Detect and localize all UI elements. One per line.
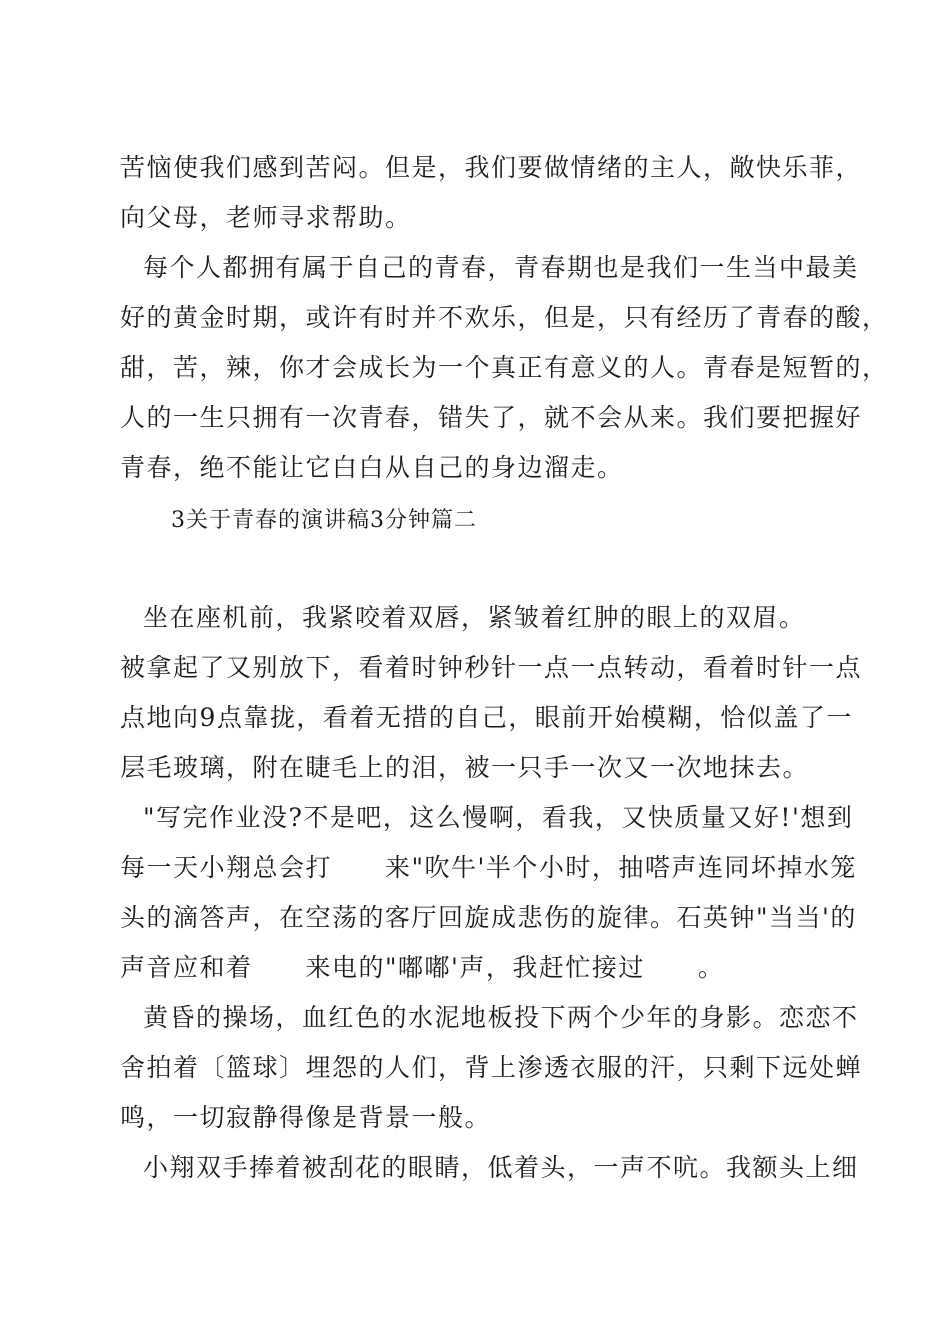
text-line-4: 好的黄金时期，或许有时并不欢乐，但是，只有经历了青春的酸， xyxy=(120,303,889,332)
text-line-16: 声音应和着 来电的"嘟嘟'声，我赶忙接过 。 xyxy=(120,953,725,982)
text-line-20: 小翔双手捧着被刮花的眼睛，低着头，一声不吭。我额头上细 xyxy=(143,1153,859,1182)
text-line-18: 舍拍着〔篮球〕埋怨的人们，背上渗透衣服的汗，只剩下远处蝉 xyxy=(120,1053,863,1082)
text-line-3: 每个人都拥有属于自己的青春，青春期也是我们一生当中最美 xyxy=(143,253,859,282)
text-line-14: 每一天小翔总会打 来"吹牛'半个小时，抽嗒声连同坏掉水笼 xyxy=(120,853,857,882)
text-line-9: 坐在座机前，我紧咬着双唇，紧皱着红肿的眼上的双眉。 xyxy=(143,603,806,632)
section-heading: 3关于青春的演讲稿3分钟篇二 xyxy=(171,508,477,533)
text-line-10: 被拿起了又别放下，看着时钟秒针一点一点转动，看着时针一点 xyxy=(120,653,863,682)
text-line-2: 向父母，老师寻求帮助。 xyxy=(120,203,412,232)
text-line-17: 黄昏的操场，血红色的水泥地板投下两个少年的身影。恋恋不 xyxy=(143,1003,859,1032)
text-line-1: 苦恼使我们感到苦闷。但是，我们要做情绪的主人，敞快乐菲， xyxy=(120,153,863,182)
text-line-19: 鸣，一切寂静得像是背景一般。 xyxy=(120,1103,492,1132)
text-line-12: 层毛玻璃，附在睫毛上的泪，被一只手一次又一次地抹去。 xyxy=(120,753,810,782)
text-line-7: 青春，绝不能让它白白从自己的身边溜走。 xyxy=(120,453,624,482)
text-line-6: 人的一生只拥有一次青春，错失了，就不会从来。我们要把握好 xyxy=(120,403,863,432)
text-line-15: 头的滴答声，在空荡的客厅回旋成悲伤的旋律。石英钟"当当'的 xyxy=(120,903,857,932)
text-line-11: 点地向9点靠拢，看着无措的自己，眼前开始模糊，恰似盖了一 xyxy=(120,703,853,732)
text-line-5: 甜，苦，辣，你才会成长为一个真正有意义的人。青春是短暂的， xyxy=(120,353,889,382)
text-line-13: "写完作业没?不是吧，这么慢啊，看我，又快质量又好!'想到 xyxy=(143,803,854,832)
